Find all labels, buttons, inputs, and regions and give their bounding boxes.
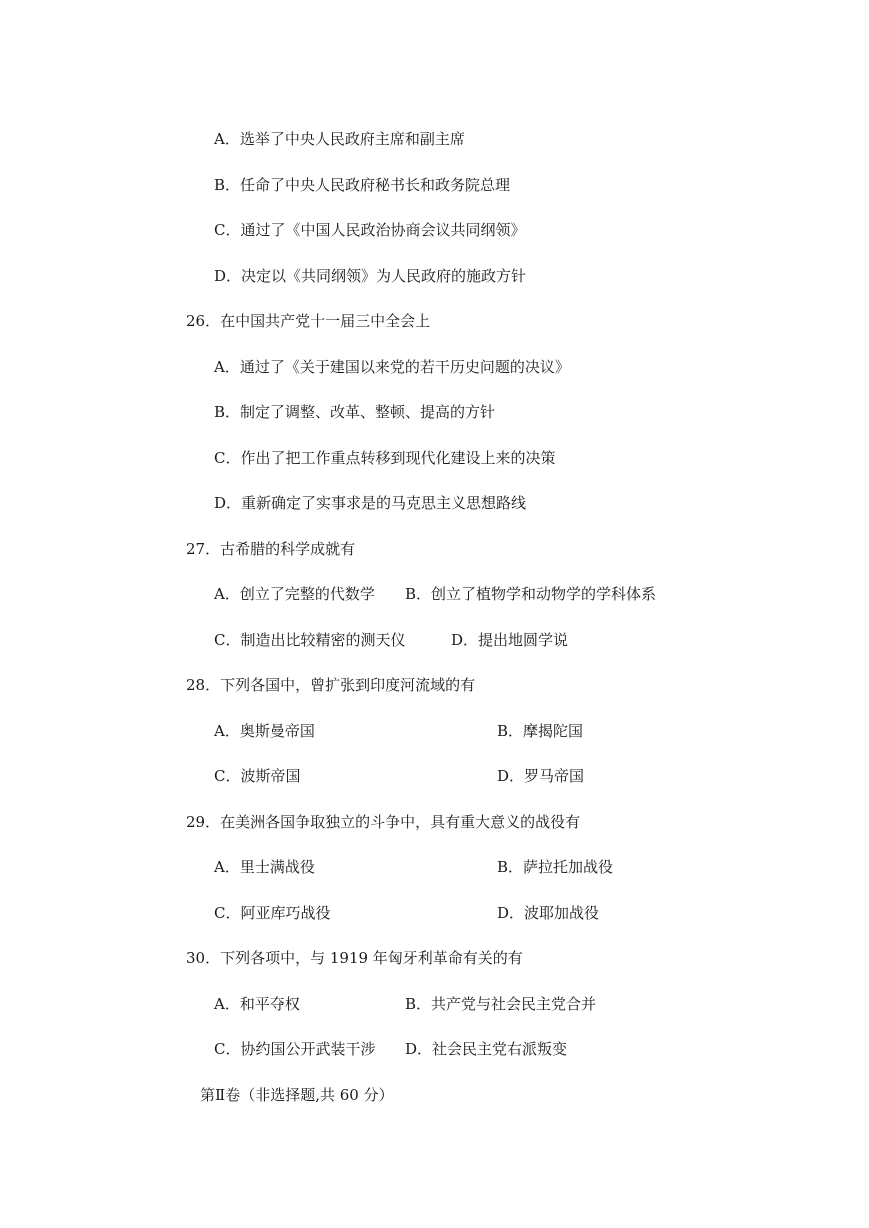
q28-stem: 28．下列各国中，曾扩张到印度河流域的有 xyxy=(186,676,476,694)
q28-option-a: A．奥斯曼帝国 xyxy=(214,722,315,740)
q26-stem: 26．在中国共产党十一届三中全会上 xyxy=(186,312,431,330)
q30-stem: 30．下列各项中，与 1919 年匈牙利革命有关的有 xyxy=(186,949,523,967)
q26-option-a: A．通过了《关于建国以来党的若干历史问题的决议》 xyxy=(214,358,570,376)
q25-option-a: A．选举了中央人民政府主席和副主席 xyxy=(214,130,465,148)
q25-option-d: D．决定以《共同纲领》为人民政府的施政方针 xyxy=(214,267,527,285)
q26-option-b: B．制定了调整、改革、整顿、提高的方针 xyxy=(214,403,496,421)
q26-option-c: C．作出了把工作重点转移到现代化建设上来的决策 xyxy=(214,449,556,467)
q29-stem: 29．在美洲各国争取独立的斗争中，具有重大意义的战役有 xyxy=(186,813,581,831)
q27-option-b: B．创立了植物学和动物学的学科体系 xyxy=(405,585,657,603)
q25-option-b: B．任命了中央人民政府秘书长和政务院总理 xyxy=(214,176,511,194)
q30-option-d: D．社会民主党右派叛变 xyxy=(405,1040,568,1058)
q28-option-b: B．摩揭陀国 xyxy=(497,722,584,740)
q25-option-c: C．通过了《中国人民政治协商会议共同纲领》 xyxy=(214,221,526,239)
q27-option-d: D．提出地圆学说 xyxy=(451,631,569,649)
q27-option-a: A．创立了完整的代数学 xyxy=(214,585,375,603)
q26-option-d: D．重新确定了实事求是的马克思主义思想路线 xyxy=(214,494,527,512)
q29-option-d: D．波耶加战役 xyxy=(497,904,600,922)
q30-option-c: C．协约国公开武装干涉 xyxy=(214,1040,376,1058)
q30-option-a: A．和平夺权 xyxy=(214,995,300,1013)
q27-option-c: C．制造出比较精密的测天仪 xyxy=(214,631,406,649)
q30-option-b: B．共产党与社会民主党合并 xyxy=(405,995,597,1013)
q28-option-d: D．罗马帝国 xyxy=(497,767,585,785)
q28-option-c: C．波斯帝国 xyxy=(214,767,301,785)
section-ii-title: 第Ⅱ卷（非选择题,共 60 分） xyxy=(200,1086,394,1104)
q29-option-a: A．里士满战役 xyxy=(214,858,315,876)
q29-option-b: B．萨拉托加战役 xyxy=(497,858,614,876)
q29-option-c: C．阿亚库巧战役 xyxy=(214,904,331,922)
q27-stem: 27．古希腊的科学成就有 xyxy=(186,540,356,558)
